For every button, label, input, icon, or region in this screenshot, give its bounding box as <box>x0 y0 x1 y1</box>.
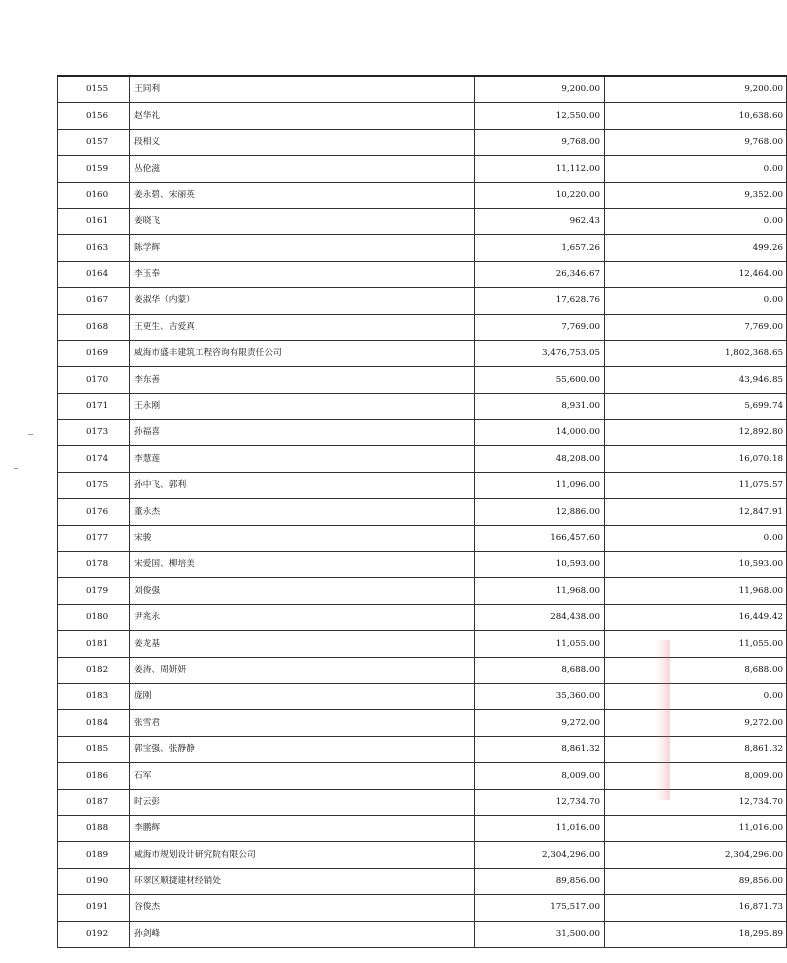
row-id: 0163 <box>58 235 130 261</box>
table-row <box>58 657 787 683</box>
row-name: 威海市规划设计研究院有限公司 <box>130 842 475 868</box>
row-amount-b: 11,055.00 <box>605 631 787 657</box>
table-row <box>58 367 787 393</box>
row-id: 0179 <box>58 578 130 604</box>
row-amount-b: 2,304,296.00 <box>605 842 787 868</box>
row-amount-a: 11,968.00 <box>475 578 605 604</box>
table-row <box>58 895 787 921</box>
row-amount-b: 8,861.32 <box>605 736 787 762</box>
row-amount-b: 9,768.00 <box>605 129 787 155</box>
ledger-body <box>58 76 787 947</box>
row-amount-a: 8,931.00 <box>475 393 605 419</box>
row-id: 0192 <box>58 921 130 947</box>
row-name: 王同利 <box>130 76 475 103</box>
row-amount-b: 10,638.60 <box>605 103 787 129</box>
row-name: 孙中飞、郭利 <box>130 472 475 498</box>
row-amount-a: 11,112.00 <box>475 156 605 182</box>
table-row <box>58 604 787 630</box>
row-amount-b: 1,802,368.65 <box>605 340 787 366</box>
row-name: 尹兆永 <box>130 604 475 630</box>
row-amount-b: 9,272.00 <box>605 710 787 736</box>
row-id: 0161 <box>58 208 130 234</box>
row-amount-b: 12,734.70 <box>605 789 787 815</box>
row-name: 时云彭 <box>130 789 475 815</box>
row-name: 姜永碧、宋丽英 <box>130 182 475 208</box>
row-id: 0184 <box>58 710 130 736</box>
row-amount-b: 89,856.00 <box>605 868 787 894</box>
row-id: 0185 <box>58 736 130 762</box>
table-row <box>58 736 787 762</box>
row-name: 环翠区顺捷建材经销处 <box>130 868 475 894</box>
row-id: 0190 <box>58 868 130 894</box>
row-name: 孙福喜 <box>130 420 475 446</box>
row-amount-b: 5,699.74 <box>605 393 787 419</box>
table-row <box>58 789 787 815</box>
row-name: 李鹏辉 <box>130 815 475 841</box>
row-amount-b: 11,075.57 <box>605 472 787 498</box>
row-name: 孙剑峰 <box>130 921 475 947</box>
row-amount-a: 9,768.00 <box>475 129 605 155</box>
row-name: 张雪君 <box>130 710 475 736</box>
row-id: 0170 <box>58 367 130 393</box>
row-id: 0159 <box>58 156 130 182</box>
row-amount-a: 11,055.00 <box>475 631 605 657</box>
row-amount-b: 0.00 <box>605 156 787 182</box>
row-amount-a: 8,861.32 <box>475 736 605 762</box>
row-amount-a: 35,360.00 <box>475 683 605 709</box>
row-name: 姜涛、周妍妍 <box>130 657 475 683</box>
row-id: 0177 <box>58 525 130 551</box>
row-amount-a: 10,220.00 <box>475 182 605 208</box>
row-id: 0157 <box>58 129 130 155</box>
row-id: 0174 <box>58 446 130 472</box>
row-amount-b: 0.00 <box>605 683 787 709</box>
row-name: 宋骏 <box>130 525 475 551</box>
row-amount-b: 16,070.18 <box>605 446 787 472</box>
row-amount-b: 12,847.91 <box>605 499 787 525</box>
row-amount-b: 0.00 <box>605 525 787 551</box>
row-name: 丛伦滋 <box>130 156 475 182</box>
row-amount-a: 8,009.00 <box>475 763 605 789</box>
row-amount-a: 175,517.00 <box>475 895 605 921</box>
table-row <box>58 129 787 155</box>
row-name: 姜淑华（内蒙） <box>130 288 475 314</box>
row-amount-b: 43,946.85 <box>605 367 787 393</box>
row-id: 0171 <box>58 393 130 419</box>
row-amount-b: 8,009.00 <box>605 763 787 789</box>
table-row <box>58 288 787 314</box>
row-amount-b: 9,200.00 <box>605 76 787 103</box>
table-row <box>58 683 787 709</box>
row-amount-b: 11,016.00 <box>605 815 787 841</box>
row-id: 0155 <box>58 76 130 103</box>
row-amount-a: 9,272.00 <box>475 710 605 736</box>
row-amount-a: 89,856.00 <box>475 868 605 894</box>
scan-speck <box>28 434 33 435</box>
row-amount-a: 2,304,296.00 <box>475 842 605 868</box>
table-row <box>58 314 787 340</box>
row-id: 0164 <box>58 261 130 287</box>
row-name: 赵华礼 <box>130 103 475 129</box>
scan-speck <box>14 468 18 469</box>
row-amount-a: 12,886.00 <box>475 499 605 525</box>
row-name: 宋爱国、柳培美 <box>130 552 475 578</box>
row-name: 王永刚 <box>130 393 475 419</box>
table-row <box>58 815 787 841</box>
row-amount-b: 16,449.42 <box>605 604 787 630</box>
row-name: 郭宝强、张静静 <box>130 736 475 762</box>
row-amount-b: 12,892.80 <box>605 420 787 446</box>
row-amount-b: 9,352.00 <box>605 182 787 208</box>
row-name: 李玉奉 <box>130 261 475 287</box>
table-row <box>58 868 787 894</box>
row-amount-b: 11,968.00 <box>605 578 787 604</box>
row-amount-a: 14,000.00 <box>475 420 605 446</box>
row-amount-a: 55,600.00 <box>475 367 605 393</box>
row-id: 0176 <box>58 499 130 525</box>
table-row <box>58 631 787 657</box>
row-id: 0156 <box>58 103 130 129</box>
row-name: 刘俊强 <box>130 578 475 604</box>
table-row <box>58 552 787 578</box>
row-amount-a: 9,200.00 <box>475 76 605 103</box>
table-row <box>58 420 787 446</box>
row-id: 0169 <box>58 340 130 366</box>
table-row <box>58 235 787 261</box>
row-amount-b: 499.26 <box>605 235 787 261</box>
row-id: 0178 <box>58 552 130 578</box>
row-name: 石军 <box>130 763 475 789</box>
row-id: 0173 <box>58 420 130 446</box>
row-amount-b: 7,769.00 <box>605 314 787 340</box>
row-amount-b: 0.00 <box>605 208 787 234</box>
row-id: 0167 <box>58 288 130 314</box>
row-amount-b: 8,688.00 <box>605 657 787 683</box>
row-id: 0180 <box>58 604 130 630</box>
table-row <box>58 446 787 472</box>
table-row <box>58 578 787 604</box>
table-row <box>58 76 787 103</box>
row-amount-a: 12,550.00 <box>475 103 605 129</box>
row-id: 0175 <box>58 472 130 498</box>
row-name: 王更生、吉爱真 <box>130 314 475 340</box>
row-amount-a: 11,016.00 <box>475 815 605 841</box>
row-id: 0191 <box>58 895 130 921</box>
row-amount-a: 1,657.26 <box>475 235 605 261</box>
row-name: 威海市盛丰建筑工程咨询有限责任公司 <box>130 340 475 366</box>
row-amount-b: 18,295.89 <box>605 921 787 947</box>
table-row <box>58 499 787 525</box>
table-row <box>58 340 787 366</box>
row-amount-a: 26,346.67 <box>475 261 605 287</box>
row-amount-a: 17,628.76 <box>475 288 605 314</box>
table-row <box>58 208 787 234</box>
table-row <box>58 261 787 287</box>
row-name: 段相义 <box>130 129 475 155</box>
row-id: 0186 <box>58 763 130 789</box>
row-amount-a: 3,476,753.05 <box>475 340 605 366</box>
table-row <box>58 472 787 498</box>
ledger-table <box>57 75 787 948</box>
table-row <box>58 921 787 947</box>
row-id: 0181 <box>58 631 130 657</box>
row-id: 0189 <box>58 842 130 868</box>
table-row <box>58 842 787 868</box>
row-amount-a: 284,438.00 <box>475 604 605 630</box>
row-name: 姜龙基 <box>130 631 475 657</box>
table-row <box>58 763 787 789</box>
row-name: 陈学辉 <box>130 235 475 261</box>
row-amount-a: 10,593.00 <box>475 552 605 578</box>
row-name: 董永杰 <box>130 499 475 525</box>
row-amount-a: 8,688.00 <box>475 657 605 683</box>
row-name: 李慧莲 <box>130 446 475 472</box>
row-amount-a: 11,096.00 <box>475 472 605 498</box>
row-name: 庞刚 <box>130 683 475 709</box>
row-amount-a: 962.43 <box>475 208 605 234</box>
row-id: 0182 <box>58 657 130 683</box>
row-amount-a: 12,734.70 <box>475 789 605 815</box>
row-id: 0168 <box>58 314 130 340</box>
row-amount-a: 31,500.00 <box>475 921 605 947</box>
row-amount-a: 48,208.00 <box>475 446 605 472</box>
row-amount-a: 166,457.60 <box>475 525 605 551</box>
row-amount-b: 0.00 <box>605 288 787 314</box>
row-amount-a: 7,769.00 <box>475 314 605 340</box>
row-amount-b: 12,464.00 <box>605 261 787 287</box>
row-amount-b: 16,871.73 <box>605 895 787 921</box>
table-row <box>58 525 787 551</box>
table-row <box>58 103 787 129</box>
stamp-edge <box>656 640 670 800</box>
row-name: 谷俊杰 <box>130 895 475 921</box>
row-id: 0188 <box>58 815 130 841</box>
table-row <box>58 182 787 208</box>
row-name: 姜晓飞 <box>130 208 475 234</box>
table-row <box>58 156 787 182</box>
row-id: 0183 <box>58 683 130 709</box>
row-id: 0160 <box>58 182 130 208</box>
table-row <box>58 393 787 419</box>
row-amount-b: 10,593.00 <box>605 552 787 578</box>
row-id: 0187 <box>58 789 130 815</box>
row-name: 李东善 <box>130 367 475 393</box>
table-row <box>58 710 787 736</box>
